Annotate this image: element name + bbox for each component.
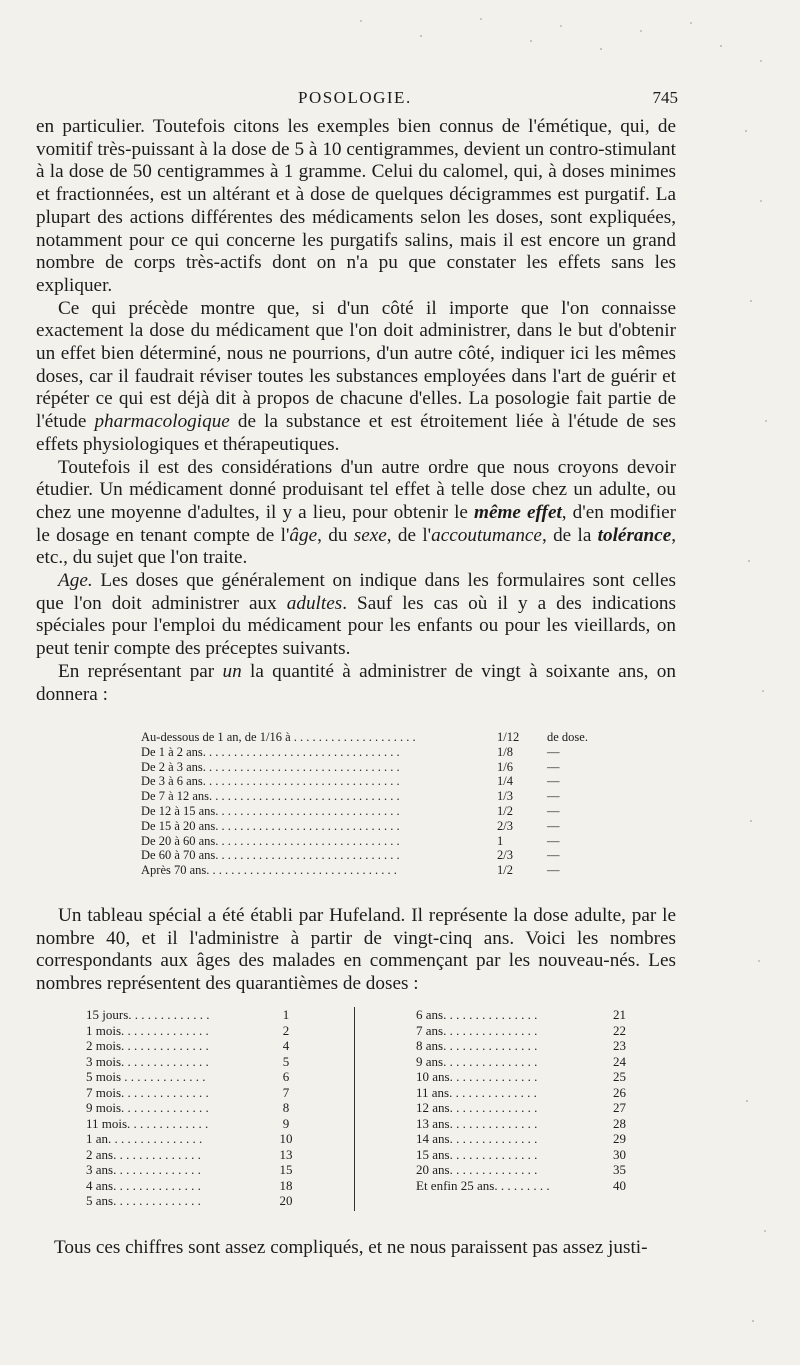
dose-fortieths: 23 [613, 1038, 626, 1053]
table-row [141, 804, 611, 819]
scan-speck [420, 35, 422, 37]
dose-fortieths: 2 [282, 1022, 290, 1038]
scan-speck [760, 200, 762, 202]
table-row [86, 1007, 316, 1023]
age-label: 10 ans. . . . . . . . . . . . . . [416, 1069, 538, 1084]
age-label: 7 mois. . . . . . . . . . . . . . [86, 1084, 209, 1100]
age-label: 12 ans. . . . . . . . . . . . . . [416, 1100, 538, 1115]
dose-fortieths: 27 [613, 1100, 626, 1115]
dose-fraction: 1/2 [497, 803, 513, 818]
scan-speck [758, 960, 760, 962]
age-label: 15 ans. . . . . . . . . . . . . . [416, 1146, 538, 1162]
paragraph: En représentant par un la quantité à administrer de vingt à soixante ans, on donnera : [36, 660, 676, 705]
scan-speck [360, 20, 362, 22]
age-range-label: De 3 à 6 ans. . . . . . . . . . . . . . . . . . . . . . . . . . . . . . . . [141, 774, 400, 789]
table-row [416, 1131, 626, 1147]
age-label: 7 ans. . . . . . . . . . . . . . . [416, 1022, 538, 1038]
age-range-label: Au-dessous de 1 an, de 1/16 à . . . . . . . . . . . . . . . . . . . . [141, 730, 416, 744]
running-header [36, 88, 676, 110]
dose-by-age-table [141, 730, 611, 878]
age-label: 8 ans. . . . . . . . . . . . . . . [416, 1038, 538, 1053]
table-row [416, 1085, 626, 1101]
scan-speck [764, 1230, 766, 1232]
paragraph: Age. Les doses que généralement on indique dans les formulaires sont celles que l'on doit administrer aux adultes. Sauf les cas où il y a des indications spéciales pour l'emploi du médicament pour les enfants ou pour les vieillards, on peut tenir compte des préceptes suivants. [36, 570, 676, 660]
scan-speck [745, 130, 747, 132]
age-label: 5 mois . . . . . . . . . . . . . [86, 1069, 206, 1084]
dose-fortieths: 30 [613, 1146, 626, 1162]
paragraph: en particulier. Toutefois citons les exemples bien connus de l'émétique, qui, de vomitif très-puissant à la dose de 5 à 10 centigrammes, devient un contro-stimulant à la dose de 50 centigrammes à 1 gramme. Celui du calomel, qui, à doses minimes et fractionnées, est un altérant et à dose de quelques décigrammes est purgatif. La plupart des actions différentes des médicaments selon les doses, sont expliquées, notamment pour ce qui concerne les purgatifs salins, mais il est encore un grand nombre de corps très-actifs dont on n'a pu que constater les effets sans les expliquer. [36, 116, 676, 296]
table-row [416, 1178, 626, 1194]
table-row [86, 1116, 316, 1132]
table-row [86, 1054, 316, 1070]
scan-speck [530, 40, 532, 42]
table-row [141, 834, 611, 849]
scan-speck [480, 18, 482, 20]
age-label: 11 mois. . . . . . . . . . . . . [86, 1115, 209, 1131]
scan-speck [750, 820, 752, 822]
dose-fortieths: 40 [613, 1177, 626, 1193]
table-row [416, 1116, 626, 1132]
dose-unit: — [547, 818, 560, 833]
age-label: 2 mois. . . . . . . . . . . . . . [86, 1038, 209, 1053]
scan-speck [765, 420, 767, 422]
table-row [416, 1147, 626, 1163]
dose-fortieths: 9 [282, 1115, 290, 1131]
age-label: Et enfin 25 ans. . . . . . . . . [416, 1177, 550, 1193]
table-row [86, 1178, 316, 1194]
age-range-label: De 7 à 12 ans. . . . . . . . . . . . . . . . . . . . . . . . . . . . . . . [141, 789, 400, 804]
table-row [416, 1023, 626, 1039]
dose-fraction: 2/3 [497, 818, 513, 833]
dose-fortieths: 7 [282, 1084, 290, 1100]
age-range-label: De 1 à 2 ans. . . . . . . . . . . . . . . . . . . . . . . . . . . . . . . . [141, 744, 400, 759]
age-label: 14 ans. . . . . . . . . . . . . . [416, 1131, 538, 1146]
scan-speck [750, 300, 752, 302]
dose-fortieths: 13 [279, 1146, 293, 1162]
table-row [141, 774, 611, 789]
dose-unit: — [547, 744, 560, 759]
age-range-label: De 2 à 3 ans. . . . . . . . . . . . . . . . . . . . . . . . . . . . . . . . [141, 759, 400, 774]
age-label: 20 ans. . . . . . . . . . . . . . [416, 1162, 538, 1177]
paragraph: Toutefois il est des considérations d'un autre ordre que nous croyons devoir étudier. Un médicament donné produisant tel effet à telle dose chez un adulte, ou chez une moyenne d'adultes, il y a lieu, pour obtenir le même effet, d'en modifier le dosage en tenant compte de l'âge, du sexe, de l'accoutumance, de la tolérance, etc., du sujet que l'on traite. [36, 456, 677, 569]
scan-speck [748, 560, 750, 562]
age-label: 9 ans. . . . . . . . . . . . . . . [416, 1053, 538, 1069]
table-row [416, 1054, 626, 1070]
age-label: 4 ans. . . . . . . . . . . . . . [86, 1177, 201, 1193]
age-label: 3 ans. . . . . . . . . . . . . . [86, 1162, 201, 1177]
dose-fortieths: 35 [613, 1162, 626, 1177]
scan-speck [560, 25, 562, 27]
dose-unit: — [547, 774, 560, 789]
table-row [86, 1162, 316, 1178]
dose-unit: — [547, 848, 560, 863]
scan-speck [746, 1100, 748, 1102]
table-row [416, 1069, 626, 1085]
scan-speck [760, 60, 762, 62]
age-range-label: Après 70 ans. . . . . . . . . . . . . . . . . . . . . . . . . . . . . . . [141, 863, 397, 878]
dose-fortieths: 26 [613, 1084, 626, 1100]
table-row [86, 1147, 316, 1163]
scan-speck [690, 22, 692, 24]
age-label: 1 an. . . . . . . . . . . . . . . [86, 1131, 203, 1146]
hufeland-table-left-column [86, 1007, 316, 1209]
age-range-label: De 15 à 20 ans. . . . . . . . . . . . . . . . . . . . . . . . . . . . . . [141, 818, 400, 833]
dose-unit: — [547, 789, 560, 804]
dose-fraction: 1/2 [497, 863, 513, 878]
scan-speck [720, 45, 722, 47]
table-row [86, 1085, 316, 1101]
dose-fraction: 2/3 [497, 848, 513, 863]
scan-speck [762, 690, 764, 692]
dose-fortieths: 4 [282, 1038, 290, 1053]
header-title: POSOLOGIE. [298, 88, 412, 107]
age-range-label: De 60 à 70 ans. . . . . . . . . . . . . . . . . . . . . . . . . . . . . . [141, 848, 400, 863]
table-row [416, 1007, 626, 1023]
table-row [86, 1193, 316, 1209]
age-label: 6 ans. . . . . . . . . . . . . . . [416, 1007, 538, 1022]
dose-fortieths: 1 [282, 1007, 290, 1022]
dose-unit: — [547, 759, 560, 774]
age-label: 9 mois. . . . . . . . . . . . . . [86, 1100, 209, 1115]
dose-fraction: 1/8 [497, 744, 513, 759]
hufeland-intro [36, 905, 676, 996]
age-label: 1 mois. . . . . . . . . . . . . . [86, 1022, 209, 1038]
dose-fortieths: 15 [279, 1162, 293, 1177]
dose-fortieths: 10 [279, 1131, 293, 1146]
page-number: 745 [652, 88, 678, 107]
dose-fraction: 1 [497, 833, 504, 848]
table-row [416, 1100, 626, 1116]
dose-fortieths: 28 [613, 1115, 626, 1131]
dose-unit: de dose. [547, 730, 588, 744]
scan-speck [600, 48, 602, 50]
table-row [86, 1131, 316, 1147]
table-row [141, 819, 611, 834]
table-row [141, 848, 611, 863]
table-row [141, 760, 611, 775]
age-label: 13 ans. . . . . . . . . . . . . . [416, 1115, 538, 1131]
dose-fortieths: 29 [613, 1131, 626, 1146]
age-label: 5 ans. . . . . . . . . . . . . . [86, 1193, 201, 1208]
dose-fortieths: 5 [282, 1053, 290, 1069]
paragraph-continuation: Tous ces chiffres sont assez compliqués, et ne nous paraissent pas assez justi- [54, 1237, 648, 1258]
table-row [416, 1038, 626, 1054]
dose-fortieths: 18 [279, 1177, 293, 1193]
scan-speck [752, 1320, 754, 1322]
dose-unit: — [547, 833, 560, 848]
table-row [86, 1023, 316, 1039]
dose-unit: — [547, 863, 560, 878]
body-text [36, 116, 676, 706]
hufeland-table-right-column [416, 1007, 626, 1193]
age-label: 15 jours. . . . . . . . . . . . . [86, 1007, 210, 1022]
dose-fraction: 1/4 [497, 774, 513, 789]
column-divider [354, 1007, 355, 1211]
dose-fortieths: 22 [613, 1022, 626, 1038]
dose-unit: — [547, 803, 560, 818]
age-label: 2 ans. . . . . . . . . . . . . . [86, 1146, 201, 1162]
paragraph: Un tableau spécial a été établi par Hufeland. Il représente la dose adulte, par le nombre 40, et il l'administre à partir de vingt-cinq ans. Voici les nombres correspondants aux âges des malades en commençant par les nouveau-nés. Les nombres représentent des quarantièmes de doses : [36, 905, 676, 995]
table-row [141, 745, 611, 760]
dose-fraction: 1/12 [497, 730, 520, 744]
age-range-label: De 12 à 15 ans. . . . . . . . . . . . . . . . . . . . . . . . . . . . . . [141, 803, 400, 818]
dose-fraction: 1/3 [497, 789, 513, 804]
age-label: 3 mois. . . . . . . . . . . . . . [86, 1053, 209, 1069]
dose-fortieths: 21 [613, 1007, 626, 1022]
table-row [141, 789, 611, 804]
dose-fraction: 1/6 [497, 759, 513, 774]
paragraph: Ce qui précède montre que, si d'un côté il importe que l'on connaisse exactement la dose du médicament que l'on doit administrer, dans le but d'obtenir un effet bien déterminé, nous ne pourrions, d'un autre côté, indiquer ici les mêmes doses, car il faudrait réviser toutes les substances employées dans l'art de guérir et répéter ce qui est déjà dit à propos de chacune d'elles. La posologie fait partie de l'étude pharmacologique de la substance et est étroitement liée à l'étude de ses effets physiologiques et thérapeutiques. [36, 297, 676, 455]
table-row [416, 1162, 626, 1178]
dose-fortieths: 24 [613, 1053, 626, 1069]
table-row [86, 1038, 316, 1054]
dose-fortieths: 25 [613, 1069, 626, 1084]
age-range-label: De 20 à 60 ans. . . . . . . . . . . . . . . . . . . . . . . . . . . . . . [141, 833, 400, 848]
dose-fortieths: 20 [279, 1193, 293, 1208]
table-row [141, 863, 611, 878]
dose-fortieths: 6 [282, 1069, 290, 1084]
book-page [36, 0, 676, 1365]
dose-fortieths: 8 [282, 1100, 290, 1115]
table-row [86, 1100, 316, 1116]
table-row [86, 1069, 316, 1085]
age-label: 11 ans. . . . . . . . . . . . . . [416, 1084, 537, 1100]
table-row [141, 730, 611, 745]
scan-speck [640, 30, 642, 32]
